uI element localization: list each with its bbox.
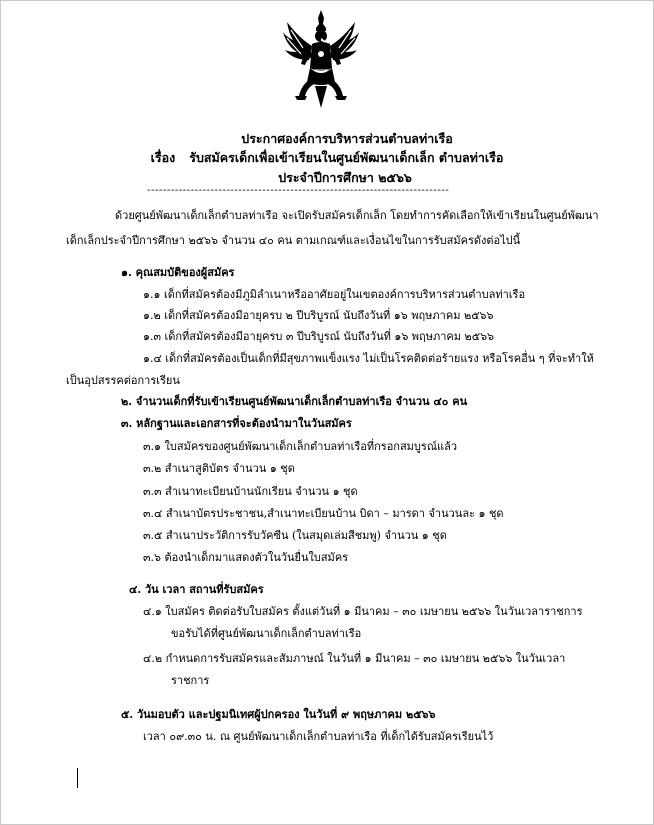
section-1-heading: ๑. คุณสมบัติของผู้สมัคร <box>121 266 235 279</box>
section-2-heading: ๒. จำนวนเด็กที่รับเข้าเรียนศูนย์พัฒนาเด็กเล็กตำบลท่าเรือ จำนวน ๔๐ คน <box>121 395 468 408</box>
section-3-item-6: ๓.๖ ต้องนำเด็กมาแสดงตัวในวันยื่นใบสมัคร <box>143 551 349 564</box>
section-5-detail: เวลา ๐๙.๓๐ น. ณ ศูนย์พัฒนาเด็กเล็กตำบลท่าเรือ ที่เด็กได้รับสมัครเรียนไว้ <box>143 730 494 743</box>
intro-line-1: ด้วยศูนย์พัฒนาเด็กเล็กตำบลท่าเรือ จะเปิดรับสมัครเด็กเล็ก โดยทำการคัดเลือกให้เข้าเรียนในศูนย์พัฒนา <box>115 209 599 222</box>
section-5-heading: ๕. วันมอบตัว และปฐมนิเทศผู้ปกครอง ในวันที่ ๙ พฤษภาคม ๒๕๖๖ <box>121 708 436 721</box>
intro-line-2: เด็กเล็กประจำปีการศึกษา ๒๕๖๖ จำนวน ๔๐ คน ตามเกณฑ์และเงื่อนไขในการรับสมัครดังต่อไปนี้ <box>66 234 521 247</box>
section-1-item-4-continued: เป็นอุปสรรคต่อการเรียน <box>66 374 180 387</box>
announcement-title: ประกาศองค์การบริหารส่วนตำบลท่าเรือ <box>241 131 453 146</box>
text-cursor <box>77 768 78 788</box>
subject-text: รับสมัครเด็กเพื่อเข้าเรียนในศูนย์พัฒนาเด็กเล็ก ตำบลท่าเรือ <box>189 150 504 165</box>
subject-label: เรื่อง <box>150 150 176 165</box>
announcement-year: ประจำปีการศึกษา ๒๕๖๖ <box>278 170 412 185</box>
section-4-item-2: ๔.๒ กำหนดการรับสมัครและสัมภาษณ์ ในวันที่ ๑ มีนาคม – ๓๐ เมษายน ๒๕๖๖ ในวันเวลา <box>143 652 566 665</box>
section-4-item-2-continued: ราชการ <box>171 674 210 687</box>
section-3-item-4: ๓.๔ สำเนาบัตรประชาชน,สำเนาทะเบียนบ้าน บิดา – มารดา จำนวนละ ๑ ชุด <box>143 507 504 520</box>
section-1-item-4: ๑.๔ เด็กที่สมัครต้องเป็นเด็กที่มีสุขภาพแข็งแรง ไม่เป็นโรคติดต่อร้ายแรง หรือโรคอื่น ๆ ที่จะทำให้ <box>143 352 594 365</box>
section-1-item-1: ๑.๑ เด็กที่สมัครต้องมีภูมิลำเนาหรืออาศัยอยู่ในเขตองค์การบริหารส่วนตำบลท่าเรือ <box>143 288 526 301</box>
announcement-subject <box>0 148 654 168</box>
section-3-item-2: ๓.๒ สำเนาสูติบัตร จำนวน ๑ ชุด <box>143 462 295 475</box>
section-3-item-3: ๓.๓ สำเนาทะเบียนบ้านนักเรียน จำนวน ๑ ชุด <box>143 485 358 498</box>
section-3-heading: ๓. หลักฐานและเอกสารที่จะต้องนำมาในวันสมัคร <box>121 417 352 430</box>
section-4-item-1: ๔.๑ ใบสมัคร ติดต่อรับใบสมัคร ตั้งแต่วันที่ ๑ มีนาคม – ๓๐ เมษายน ๒๕๖๖ ในวันเวลาราชการ <box>143 605 583 618</box>
section-4-heading: ๔. วัน เวลา สถานที่รับสมัคร <box>129 583 264 596</box>
section-3-item-1: ๓.๑ ใบสมัครของศูนย์พัฒนาเด็กเล็กตำบลท่าเรือที่กรอกสมบูรณ์แล้ว <box>143 440 458 453</box>
section-1-item-3: ๑.๓ เด็กที่สมัครต้องมีอายุครบ ๓ ปีบริบูรณ์ นับถึงวันที่ ๑๖ พฤษภาคม ๒๕๖๖ <box>143 330 495 343</box>
garuda-emblem-icon <box>281 8 361 110</box>
section-3-item-5: ๓.๕ สำเนาประวัติการรับวัคซีน (ในสมุดเล่มสีชมพู) จำนวน ๑ ชุด <box>143 529 447 542</box>
separator-line: ---------------------------------------------------------------------------- <box>147 185 450 196</box>
section-4-item-1-continued: ขอรับได้ที่ศูนย์พัฒนาเด็กเล็กตำบลท่าเรือ <box>171 627 362 640</box>
section-1-item-2: ๑.๒ เด็กที่สมัครต้องมีอายุครบ ๒ ปีบริบูรณ์ นับถึงวันที่ ๑๖ พฤษภาคม ๒๕๖๖ <box>143 309 494 322</box>
